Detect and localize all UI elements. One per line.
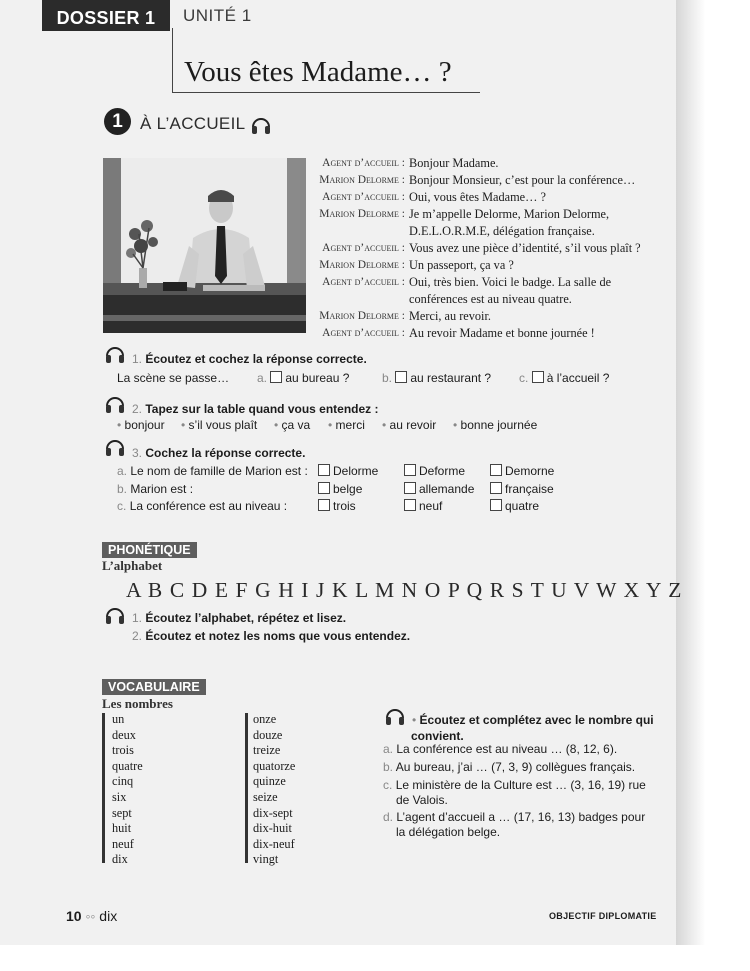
alphabet: A B C D E F G H I J K L M N O P Q R S T U V W X Y Z	[126, 578, 683, 602]
ex3-question-c	[117, 499, 287, 513]
question-text: Le nom de famille de Marion est :	[130, 464, 308, 478]
numbers-column-1	[112, 712, 143, 868]
vocab-item-c	[383, 777, 646, 793]
exercise-instruction: Cochez la réponse correcte.	[145, 446, 306, 460]
receptionist-photo	[103, 158, 306, 333]
word: ça va	[281, 418, 311, 432]
number-word: neuf	[112, 836, 134, 851]
dialogue-speaker: Agent d’accueil :	[322, 157, 405, 169]
exercise-1-title	[132, 352, 367, 366]
option-label: allemande	[419, 482, 475, 496]
ex3-option[interactable]	[490, 464, 554, 478]
item-number: 2.	[132, 629, 143, 643]
checkbox[interactable]	[318, 499, 330, 511]
checkbox[interactable]	[270, 371, 282, 383]
number-word: trois	[112, 743, 134, 758]
number-word: treize	[253, 743, 281, 758]
unit-label: UNITÉ 1	[183, 6, 252, 25]
option-label: quatre	[505, 499, 540, 513]
option-letter: c.	[519, 371, 529, 385]
dialogue-line: Oui, vous êtes Madame… ?	[409, 190, 546, 204]
word-merci: • merci	[328, 418, 365, 432]
title-divider	[172, 28, 173, 93]
vocab-item-d	[383, 809, 645, 825]
dialogue-speaker: Marion Delorme :	[319, 208, 405, 220]
footer-brand: OBJECTIF DIPLOMATIE	[549, 911, 657, 921]
checkbox[interactable]	[532, 371, 544, 383]
checkbox[interactable]	[490, 464, 502, 476]
dialogue-line: Bonjour Madame.	[409, 156, 499, 170]
item-text: L’agent d’accueil a … (17, 16, 13) badges pour	[396, 810, 646, 824]
item-letter: c.	[383, 778, 393, 792]
exercise-number: 1.	[132, 352, 143, 366]
vocab-exercise-title: • Écoutez et complétez avec le nombre qui	[412, 713, 654, 727]
word: bonjour	[124, 418, 165, 432]
word: merci	[335, 418, 365, 432]
ex3-option[interactable]	[490, 499, 539, 513]
item-letter: b.	[383, 760, 394, 774]
number-word: quatorze	[253, 758, 296, 773]
option-label: Deforme	[419, 464, 466, 478]
option-letter: a.	[257, 371, 268, 385]
column-rule	[102, 713, 105, 863]
number-word: dix-sept	[253, 805, 293, 820]
item-text: Écoutez l’alphabet, répétez et lisez.	[145, 611, 347, 625]
numbers-column-2	[253, 712, 295, 868]
option-label: française	[505, 482, 554, 496]
page-number: 10 ◦◦ dix	[66, 908, 118, 924]
option-label: belge	[333, 482, 363, 496]
number-word: onze	[253, 712, 277, 726]
vocab-item-a	[383, 741, 617, 757]
word-bonjour: • bonjour	[117, 418, 165, 432]
item-letter: d.	[383, 810, 394, 824]
option-b[interactable]	[382, 371, 491, 385]
exercise-instruction: Tapez sur la table quand vous entendez :	[145, 402, 379, 416]
option-a[interactable]	[257, 371, 349, 385]
exercise-instruction: Écoutez et cochez la réponse correcte.	[145, 352, 367, 366]
section-number: 1	[104, 108, 131, 135]
item-text: La conférence est au niveau … (8, 12, 6).	[396, 742, 618, 756]
word: s’il vous plaît	[188, 418, 258, 432]
option-label: Demorne	[505, 464, 555, 478]
exercise-instruction: Écoutez et complétez avec le nombre qui	[419, 713, 654, 727]
headphones-icon	[104, 344, 126, 364]
dialogue-speaker: Marion Delorme :	[319, 310, 405, 322]
checkbox[interactable]	[490, 482, 502, 494]
checkbox[interactable]	[404, 464, 416, 476]
checkbox[interactable]	[404, 482, 416, 494]
headphones-icon	[104, 605, 126, 625]
dialogue-line: Au revoir Madame et bonne journée !	[409, 326, 595, 340]
number-word: quatre	[112, 758, 143, 773]
phonetique-band	[102, 541, 702, 557]
dialogue-speaker: Agent d’accueil :	[322, 327, 405, 339]
section-title-text: À L’ACCUEIL	[140, 114, 245, 133]
column-rule	[245, 713, 248, 863]
dialogue-line-part: conférences est au niveau quatre.	[409, 292, 572, 306]
page-number-digits: 10	[66, 908, 82, 924]
word-au-revoir: • au revoir	[382, 418, 437, 432]
checkbox[interactable]	[318, 482, 330, 494]
word-bonne-journee: • bonne journée	[453, 418, 538, 432]
dialogue-line	[409, 206, 659, 240]
section-band-label: PHONÉTIQUE	[102, 542, 197, 558]
number-word: deux	[112, 727, 136, 742]
phonetique-subtitle: L’alphabet	[102, 558, 163, 573]
ex3-option[interactable]	[404, 464, 465, 478]
option-c[interactable]	[519, 371, 609, 385]
ex3-question-a	[117, 464, 308, 478]
phonetique-item-2	[132, 629, 410, 643]
page-number-word: dix	[99, 908, 118, 924]
dialogue	[313, 155, 658, 342]
number-word: un	[112, 712, 125, 726]
checkbox[interactable]	[404, 499, 416, 511]
option-label: trois	[333, 499, 356, 513]
ex3-option[interactable]	[318, 464, 378, 478]
vocabulaire-subtitle: Les nombres	[102, 696, 173, 711]
item-text-cont: de Valois.	[396, 793, 448, 807]
exercise-2-title	[132, 402, 379, 416]
dialogue-line-part: D.E.L.O.R.M.E, délégation française.	[409, 224, 595, 238]
headphones-icon	[250, 115, 272, 135]
receptionist-photo-drawing	[103, 158, 306, 333]
exercise-number: 3.	[132, 446, 143, 460]
item-text: Écoutez et notez les noms que vous entendez.	[145, 629, 411, 643]
number-word: six	[112, 789, 127, 804]
dialogue-speaker: Agent d’accueil :	[322, 191, 405, 203]
ex3-option[interactable]	[318, 499, 356, 513]
checkbox[interactable]	[395, 371, 407, 383]
question-text: Marion est :	[130, 482, 194, 496]
headphones-icon	[104, 394, 126, 414]
section-band-label: VOCABULAIRE	[102, 679, 206, 695]
vocab-item-b	[383, 759, 635, 775]
number-word: vingt	[253, 852, 279, 867]
word-ca-va: • ça va	[274, 418, 311, 432]
ex3-question-b	[117, 482, 193, 496]
option-label: à l’accueil ?	[546, 371, 610, 385]
question-letter: b.	[117, 482, 128, 496]
exercise-number: 2.	[132, 402, 143, 416]
page-title: Vous êtes Madame… ?	[184, 56, 452, 88]
scan-margin	[0, 945, 750, 971]
dialogue-speaker: Marion Delorme :	[319, 259, 405, 271]
item-text: Le ministère de la Culture est … (3, 16, 19) rue	[395, 778, 646, 792]
number-word: huit	[112, 821, 132, 836]
option-label: neuf	[419, 499, 443, 513]
dialogue-line-part: Je m’appelle Delorme, Marion Delorme,	[409, 207, 610, 221]
word: au revoir	[389, 418, 437, 432]
exercise-1-prompt: La scène se passe…	[117, 371, 230, 385]
headphones-icon	[384, 706, 406, 726]
page-edge-shadow	[676, 0, 750, 945]
number-word: dix-neuf	[253, 836, 295, 851]
option-label: Delorme	[333, 464, 379, 478]
number-word: quinze	[253, 774, 286, 789]
number-word: seize	[253, 789, 278, 804]
option-label: au restaurant ?	[410, 371, 492, 385]
checkbox[interactable]	[318, 464, 330, 476]
dossier-label: DOSSIER 1	[42, 0, 170, 31]
phonetique-item-1	[132, 611, 346, 625]
ex3-option[interactable]	[404, 499, 442, 513]
section-title	[140, 114, 272, 135]
question-letter: a.	[117, 464, 128, 478]
word: bonne journée	[460, 418, 538, 432]
question-text: La conférence est au niveau :	[129, 499, 288, 513]
option-label: au bureau ?	[285, 371, 350, 385]
number-word: sept	[112, 805, 132, 820]
title-underline	[172, 92, 480, 93]
dialogue-speaker: Marion Delorme :	[319, 174, 405, 186]
ex3-option[interactable]	[318, 482, 362, 496]
ex3-option[interactable]	[404, 482, 474, 496]
item-text: Au bureau, j’ai … (7, 3, 9) collègues français.	[395, 760, 636, 774]
item-text-cont: la délégation belge.	[396, 825, 501, 839]
dialogue-line: Merci, au revoir.	[409, 309, 491, 323]
ex3-option[interactable]	[490, 482, 554, 496]
number-word: dix-huit	[253, 821, 292, 836]
question-letter: c.	[117, 499, 127, 513]
word-sil-vous-plait: • s’il vous plaît	[181, 418, 258, 432]
option-letter: b.	[382, 371, 393, 385]
item-number: 1.	[132, 611, 143, 625]
dialogue-line-part: Oui, très bien. Voici le badge. La salle de	[409, 275, 612, 289]
dialogue-line: Un passeport, ça va ?	[409, 258, 514, 272]
dialogue-speaker: Agent d’accueil :	[322, 242, 405, 254]
number-word: douze	[253, 727, 283, 742]
dialogue-line	[409, 274, 659, 308]
dialogue-line: Bonjour Monsieur, c’est pour la conférence…	[409, 173, 636, 187]
exercise-instruction-cont: convient.	[411, 729, 464, 743]
vocabulaire-band	[102, 678, 702, 694]
exercise-3-title	[132, 446, 305, 460]
checkbox[interactable]	[490, 499, 502, 511]
dialogue-line: Vous avez une pièce d’identité, s’il vous plaît ?	[409, 241, 641, 255]
item-letter: a.	[383, 742, 394, 756]
headphones-icon	[104, 437, 126, 457]
number-word: dix	[112, 852, 128, 867]
number-word: cinq	[112, 774, 134, 789]
dialogue-speaker: Agent d’accueil :	[322, 276, 405, 288]
